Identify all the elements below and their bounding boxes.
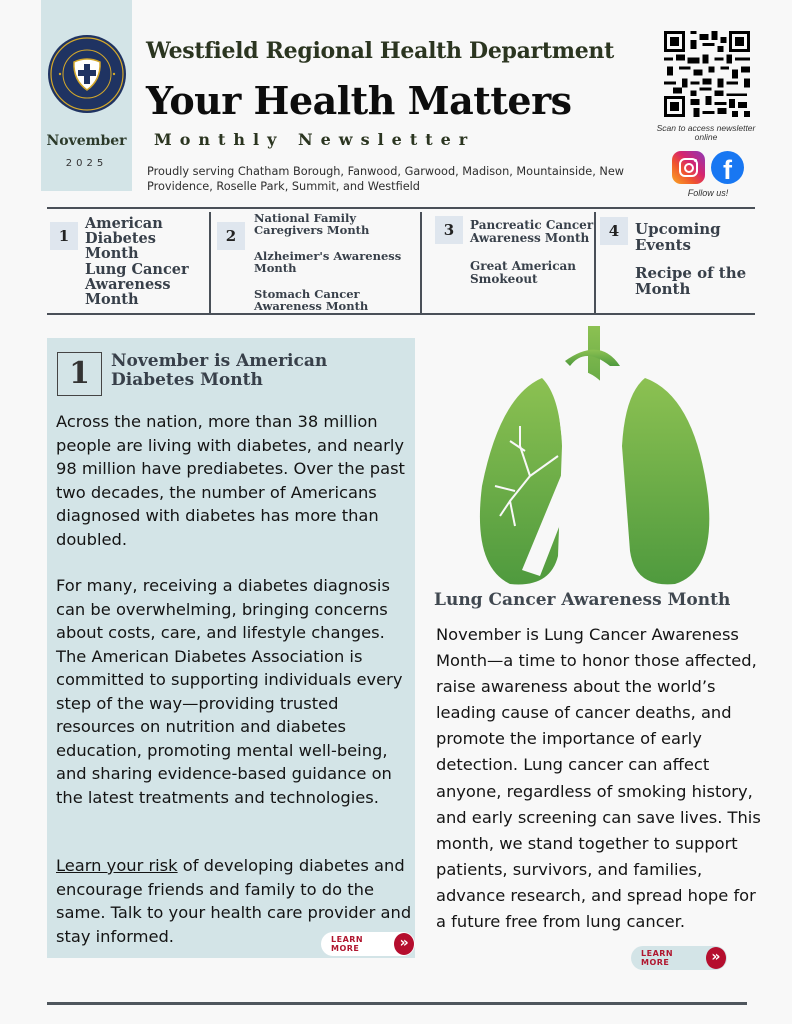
facebook-icon[interactable]: f bbox=[711, 151, 744, 184]
toc-item[interactable]: American Diabetes Month bbox=[85, 215, 163, 263]
instagram-icon[interactable] bbox=[672, 151, 705, 184]
toc-section-4[interactable] bbox=[596, 210, 755, 313]
toc-number: 4 bbox=[600, 217, 628, 245]
service-area-text: Proudly serving Chatham Borough, Fanwood, Garwood, Madison, Mountainside, New Providence, Roselle Park, Summit, and Westfield bbox=[147, 165, 625, 193]
double-chevron-right-icon: » bbox=[394, 933, 414, 955]
lung-cancer-paragraph: November is Lung Cancer Awareness Month—a time to honor those affected, raise awareness about the world’s leading cause of cancer deaths, and promote the importance of early detection. Lung cancer can affect anyone, regardless of smoking history, and early screening can save lives. This month, we stand together to support patients, survivors, and families, advance research, and spread hope for a future free from lung cancer. bbox=[436, 625, 761, 932]
toc-section-2[interactable] bbox=[211, 210, 420, 313]
diabetes-paragraph-1: Across the nation, more than 38 million people are living with diabetes, and nearly 98 million have prediabetes. Over the past two decades, the number of Americans diagnosed with diabetes has more than doubled. bbox=[56, 412, 405, 549]
double-chevron-right-icon: » bbox=[706, 947, 726, 969]
toc-number: 3 bbox=[435, 216, 463, 244]
qr-code-icon[interactable] bbox=[664, 31, 750, 117]
learn-more-label: LEARN MORE bbox=[641, 949, 674, 967]
toc-bottom-rule bbox=[47, 313, 755, 315]
toc-item[interactable]: Lung Cancer Awareness Month bbox=[85, 261, 189, 309]
toc-number: 2 bbox=[217, 222, 245, 250]
section-number-badge: 1 bbox=[57, 352, 102, 396]
toc-item[interactable]: Upcoming Events bbox=[635, 220, 721, 254]
toc-item[interactable]: National Family Caregivers Month bbox=[254, 211, 370, 238]
diabetes-paragraph-3-text: of developing diabetes and encourage friends and family to do the same. Talk to your health care provider and stay informed. bbox=[56, 856, 412, 946]
social-links bbox=[672, 151, 744, 184]
lung-ribbon-illustration bbox=[470, 326, 720, 590]
toc-item[interactable]: Great American Smokeout bbox=[470, 259, 577, 286]
toc-item[interactable]: Pancreatic Cancer Awareness Month bbox=[470, 218, 594, 245]
diabetes-paragraph-2: For many, receiving a diabetes diagnosis can be overwhelming, bringing concerns about costs, care, and lifestyle changes. The American Diabetes Association is committed to supporting individuals every step of the way—providing trusted resources on nutrition and diabetes education, promoting mental well-being, and sharing evidence-based guidance on the latest treatments and technologies. bbox=[56, 576, 403, 807]
lung-cancer-heading: Lung Cancer Awareness Month bbox=[434, 590, 731, 610]
department-seal-icon bbox=[47, 34, 127, 114]
diabetes-learn-more-button[interactable] bbox=[321, 932, 415, 956]
department-name: Westfield Regional Health Department bbox=[146, 38, 614, 64]
issue-month: November bbox=[46, 133, 127, 149]
diabetes-heading: November is American Diabetes Month bbox=[111, 351, 328, 390]
learn-your-risk-link[interactable]: Learn your risk bbox=[56, 856, 178, 875]
learn-more-label: LEARN MORE bbox=[331, 935, 364, 953]
toc-item[interactable]: Stomach Cancer Awareness Month bbox=[254, 287, 369, 314]
toc-item[interactable]: Recipe of the Month bbox=[635, 264, 747, 298]
toc-top-rule bbox=[47, 207, 755, 209]
lung-learn-more-button[interactable] bbox=[631, 946, 727, 970]
toc-section-3[interactable] bbox=[422, 210, 594, 313]
footer-rule bbox=[47, 1002, 747, 1005]
newsletter-title: Your Health Matters bbox=[146, 78, 572, 123]
toc-item[interactable]: Alzheimer's Awareness Month bbox=[254, 249, 402, 276]
toc-number: 1 bbox=[50, 222, 78, 250]
follow-us-label: Follow us! bbox=[687, 188, 729, 198]
toc-section-1[interactable] bbox=[47, 210, 209, 313]
qr-caption: Scan to access newsletter online bbox=[656, 123, 756, 142]
newsletter-subtitle: Monthly Newsletter bbox=[154, 130, 476, 149]
table-of-contents bbox=[47, 210, 755, 313]
issue-year: 2025 bbox=[65, 158, 108, 169]
